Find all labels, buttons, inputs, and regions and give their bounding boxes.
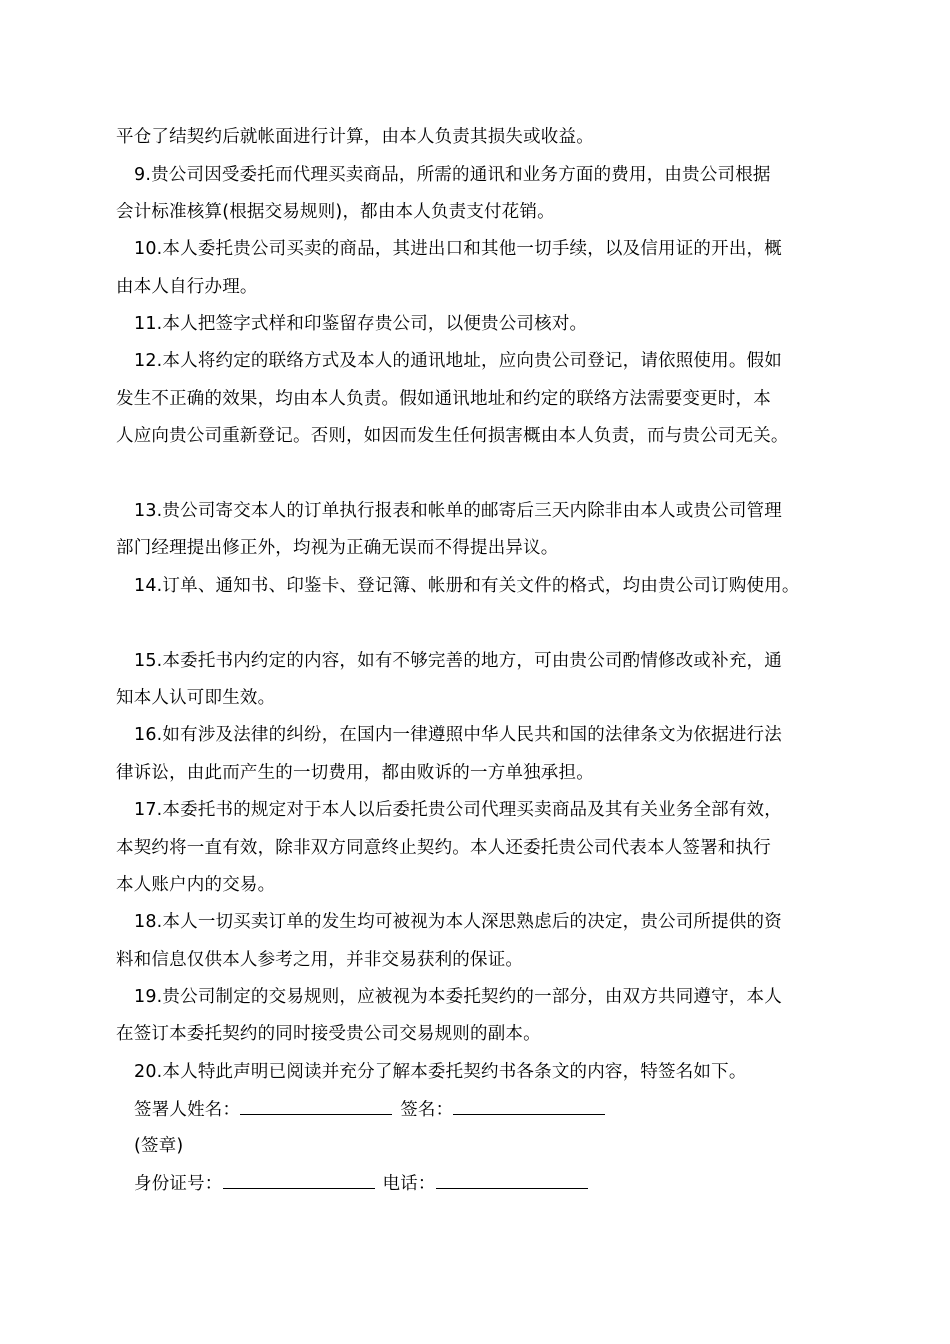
clause-13-line-1: 13.贵公司寄交本人的订单执行报表和帐单的邮寄后三天内除非由本人或贵公司管理 xyxy=(134,501,782,521)
clause-19-line-1: 19.贵公司制定的交易规则，应被视为本委托契约的一部分，由双方共同遵守，本人 xyxy=(134,987,782,1007)
phone-field[interactable] xyxy=(436,1172,588,1189)
id-number-field[interactable] xyxy=(223,1172,375,1189)
clause-15-line-2: 知本人认可即生效。 xyxy=(116,688,276,708)
clause-18-line-1: 18.本人一切买卖订单的发生均可被视为本人深思熟虑后的决定，贵公司所提供的资 xyxy=(134,912,782,932)
contact-row xyxy=(134,1172,596,1195)
signature-label: 签名： xyxy=(400,1100,454,1120)
paragraph-line: 平仓了结契约后就帐面进行计算，由本人负责其损失或收益。 xyxy=(116,127,594,147)
id-number-label: 身份证号： xyxy=(134,1174,223,1194)
clause-10-line-1: 10.本人委托贵公司买卖的商品，其进出口和其他一切手续，以及信用证的开出，概 xyxy=(134,239,782,259)
phone-label: 电话： xyxy=(382,1174,436,1194)
clause-16-line-2: 律诉讼，由此而产生的一切费用，都由败诉的一方单独承担。 xyxy=(116,763,594,783)
clause-17-line-1: 17.本委托书的规定对于本人以后委托贵公司代理买卖商品及其有关业务全部有效， xyxy=(134,800,782,820)
seal-label: (签章) xyxy=(134,1136,184,1156)
clause-9-line-2: 会计标准核算(根据交易规则)，都由本人负责支付花销。 xyxy=(116,202,555,222)
clause-17-line-3: 本人账户内的交易。 xyxy=(116,875,276,895)
clause-13-line-2: 部门经理提出修正外，均视为正确无误而不得提出异议。 xyxy=(116,538,559,558)
clause-15-line-1: 15.本委托书内约定的内容，如有不够完善的地方，可由贵公司酌情修改或补充，通 xyxy=(134,651,782,671)
clause-11: 11.本人把签字式样和印鉴留存贵公司，以便贵公司核对。 xyxy=(134,314,588,334)
clause-14: 14.订单、通知书、印鉴卡、登记簿、帐册和有关文件的格式，均由贵公司订购使用。 xyxy=(134,576,800,596)
signer-name-label: 签署人姓名： xyxy=(134,1100,241,1120)
clause-17-line-2: 本契约将一直有效，除非双方同意终止契约。本人还委托贵公司代表本人签署和执行 xyxy=(116,838,771,858)
clause-12-line-3: 人应向贵公司重新登记。否则，如因而发生任何损害概由本人负责，而与贵公司无关。 xyxy=(116,426,789,446)
signature-row xyxy=(134,1098,613,1121)
clause-16-line-1: 16.如有涉及法律的纠纷，在国内一律遵照中华人民共和国的法律条文为依据进行法 xyxy=(134,725,782,745)
clause-10-line-2: 由本人自行办理。 xyxy=(116,277,258,297)
clause-12-line-1: 12.本人将约定的联络方式及本人的通讯地址，应向贵公司登记，请依照使用。假如 xyxy=(134,351,782,371)
signature-field[interactable] xyxy=(453,1098,605,1115)
clause-19-line-2: 在签订本委托契约的同时接受贵公司交易规则的副本。 xyxy=(116,1024,541,1044)
signer-name-field[interactable] xyxy=(240,1098,392,1115)
clause-20: 20.本人特此声明已阅读并充分了解本委托契约书各条文的内容，特签名如下。 xyxy=(134,1062,747,1082)
clause-9-line-1: 9.贵公司因受委托而代理买卖商品，所需的通讯和业务方面的费用，由贵公司根据 xyxy=(134,165,771,185)
clause-18-line-2: 料和信息仅供本人参考之用，并非交易获利的保证。 xyxy=(116,950,524,970)
clause-12-line-2: 发生不正确的效果，均由本人负责。假如通讯地址和约定的联络方法需要变更时，本 xyxy=(116,389,771,409)
